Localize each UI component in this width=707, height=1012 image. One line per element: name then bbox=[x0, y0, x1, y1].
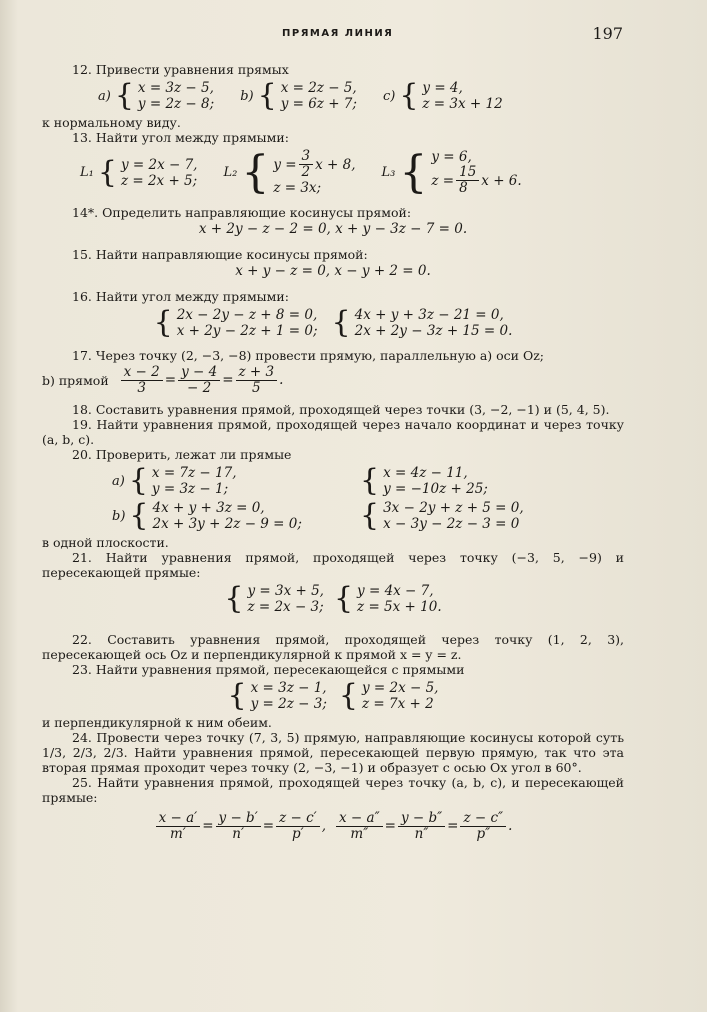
problem-18-text: 18. Составить уравнения прямой, проходящей через точки (3, −2, −1) и (5, 4, 5). bbox=[72, 402, 610, 417]
equation: y = 6z + 7; bbox=[280, 96, 357, 112]
problem-19-text: 19. Найти уравнения прямой, проходящей через начало координат и через точку (a, b, c). bbox=[42, 417, 624, 447]
equation: y = $\frac{3}{2}$ x + 8, bbox=[273, 148, 356, 180]
left-brace-icon: { bbox=[224, 581, 244, 616]
system-label: b) bbox=[112, 508, 126, 524]
system-label: c) bbox=[382, 88, 396, 104]
problem-25-equations bbox=[42, 811, 624, 842]
fraction-equation: $\frac{x - a''}{m''}$ = $\frac{y - b''}{n''}$ = $\frac{z - c''}{p''}$ . bbox=[334, 811, 512, 842]
page-content bbox=[42, 62, 624, 845]
equation: x = 2z − 5, bbox=[280, 80, 357, 96]
fraction: $\frac{15}{8}$ bbox=[456, 165, 479, 196]
problem-25-text: 25. Найти уравнения прямой, проходящей через точку (a, b, c), и пересекающей прямые: bbox=[42, 775, 624, 805]
system-L1 bbox=[80, 154, 198, 190]
problem-22-text: 22. Составить уравнения прямой, проходящей через точку (1, 2, 3), пересекающей ось Oz и перпендикулярной к прямой x = y = z. bbox=[42, 632, 624, 662]
problem-21-systems bbox=[42, 583, 624, 615]
system-20a-1 bbox=[112, 465, 360, 497]
problem-12-intro: 12. Привести уравнения прямых bbox=[72, 62, 289, 77]
problem-20a-systems bbox=[112, 465, 624, 497]
equation: y = 3z − 1; bbox=[151, 481, 229, 497]
problem-15-intro: 15. Найти направляющие косинусы прямой: bbox=[72, 247, 368, 262]
system-21-2 bbox=[334, 583, 442, 615]
system-16-2 bbox=[332, 307, 513, 339]
problem-13-intro: 13. Найти угол между прямыми: bbox=[72, 130, 289, 145]
equation: y = 3x + 5, bbox=[247, 583, 324, 599]
equation: x + 2y − 2z + 1 = 0; bbox=[176, 323, 318, 339]
problem-17-b-label: b) прямой bbox=[42, 373, 109, 388]
system-16-1 bbox=[154, 307, 318, 339]
left-brace-icon: { bbox=[153, 305, 173, 340]
problem-15-equation: x + y − z = 0, x − y + 2 = 0. bbox=[235, 263, 431, 279]
fraction-equation: $\frac{x - 2}{3}$ = $\frac{y - 4}{- 2}$ = $\frac{z + 3}{5}$ . bbox=[119, 365, 284, 396]
equation: x = 4z − 11, bbox=[383, 465, 468, 481]
system-L2 bbox=[223, 146, 356, 198]
fraction: $\frac{y - b''}{n''}$ bbox=[398, 811, 445, 842]
equation: z = 3x; bbox=[273, 180, 322, 196]
equation: z = 3x + 12 bbox=[422, 96, 503, 112]
left-brace-icon: { bbox=[399, 146, 428, 198]
problem-12-outro: к нормальному виду. bbox=[42, 115, 181, 130]
equation: y = 2z − 3; bbox=[250, 696, 327, 712]
system-label: a) bbox=[112, 473, 125, 489]
equation: y = 4, bbox=[422, 80, 463, 96]
left-brace-icon: { bbox=[128, 463, 148, 498]
problem-20b-systems bbox=[112, 500, 624, 532]
equation: 2x + 2y − 3z + 15 = 0. bbox=[354, 323, 513, 339]
problem-14-intro: 14*. Определить направляющие косинусы прямой: bbox=[72, 205, 412, 220]
fraction: $\frac{3}{2}$ bbox=[299, 149, 314, 180]
equation: y = −10z + 25; bbox=[383, 481, 488, 497]
equation: x = 3z − 1, bbox=[250, 680, 327, 696]
system-20b-1 bbox=[112, 500, 360, 532]
system-L3 bbox=[381, 146, 522, 198]
system-20a-2 bbox=[360, 465, 488, 497]
problem-14-equation: x + 2y − z − 2 = 0, x + y − 3z − 7 = 0. bbox=[198, 221, 468, 237]
system-12b bbox=[240, 80, 357, 112]
left-brace-icon: { bbox=[333, 581, 354, 616]
problem-12-systems bbox=[98, 80, 624, 112]
equation: 3x − 2y + z + 5 = 0, bbox=[383, 500, 524, 516]
system-label: L₃ bbox=[381, 165, 396, 180]
equation: z = 2x − 3; bbox=[247, 599, 324, 615]
problem-20-outro: в одной плоскости. bbox=[42, 535, 169, 550]
system-23-2 bbox=[339, 680, 439, 712]
fraction-equation: $\frac{x - a'}{m'}$ = $\frac{y - b'}{n'}$ = $\frac{z - c'}{p'}$ , bbox=[154, 811, 326, 842]
problem-17-b bbox=[42, 365, 624, 396]
system-label: L₁ bbox=[80, 165, 94, 180]
left-brace-icon: { bbox=[241, 146, 270, 198]
left-brace-icon: { bbox=[257, 78, 277, 113]
left-brace-icon: { bbox=[114, 78, 134, 113]
left-brace-icon: { bbox=[227, 678, 247, 713]
left-brace-icon: { bbox=[360, 463, 380, 498]
equation: 4x + y + 3z − 21 = 0, bbox=[354, 307, 504, 323]
page-number: 197 bbox=[592, 24, 623, 43]
equation: y = 2z − 8; bbox=[137, 96, 215, 112]
fraction: $\frac{z - c'}{p'}$ bbox=[276, 811, 320, 842]
fraction: $\frac{x - 2}{3}$ bbox=[121, 365, 163, 396]
left-brace-icon: { bbox=[129, 498, 149, 533]
problem-23-intro: 23. Найти уравнения прямой, пересекающейся с прямыми bbox=[72, 662, 465, 677]
problem-23-outro: и перпендикулярной к ним обеим. bbox=[42, 715, 272, 730]
system-label: a) bbox=[98, 88, 111, 104]
problem-23-systems bbox=[42, 680, 624, 712]
fraction: $\frac{y - b'}{n'}$ bbox=[216, 811, 261, 842]
equation: y = 6, bbox=[431, 149, 472, 165]
fraction: $\frac{z + 3}{5}$ bbox=[236, 365, 278, 396]
equation: z = 7x + 2 bbox=[361, 696, 434, 712]
equation: x = 7z − 17, bbox=[151, 465, 237, 481]
left-brace-icon: { bbox=[360, 498, 380, 533]
equation: x − 3y − 2z − 3 = 0 bbox=[383, 516, 520, 532]
fraction: $\frac{x - a'}{m'}$ bbox=[156, 811, 201, 842]
equation: 2x + 3y + 2z − 9 = 0; bbox=[152, 516, 302, 532]
equation: z = $\frac{15}{8}$ x + 6. bbox=[431, 164, 522, 196]
equation: 2x − 2y − z + 8 = 0, bbox=[176, 307, 318, 323]
left-brace-icon: { bbox=[338, 678, 358, 713]
equation: y = 2x − 5, bbox=[361, 680, 439, 696]
system-12c bbox=[383, 80, 503, 112]
running-title: ПРЯМАЯ ЛИНИЯ bbox=[282, 28, 394, 39]
equation: y = 2x − 7, bbox=[120, 156, 198, 173]
problem-20-intro: 20. Проверить, лежат ли прямые bbox=[72, 447, 292, 462]
problem-13-systems bbox=[80, 146, 624, 198]
system-21-1 bbox=[224, 583, 324, 615]
equation: z = 5x + 10. bbox=[357, 599, 442, 615]
problem-21-text: 21. Найти уравнения прямой, проходящей через точку (−3, 5, −9) и пересекающей прямые: bbox=[42, 550, 624, 580]
left-brace-icon: { bbox=[331, 305, 351, 340]
problem-16-intro: 16. Найти угол между прямыми: bbox=[72, 289, 289, 304]
system-23-1 bbox=[228, 680, 327, 712]
equation: x = 3z − 5, bbox=[137, 80, 214, 96]
page-header bbox=[0, 24, 707, 46]
system-12a bbox=[98, 80, 214, 112]
system-20b-2 bbox=[360, 500, 524, 532]
left-brace-icon: { bbox=[399, 78, 419, 113]
system-label: L₂ bbox=[223, 165, 238, 180]
problem-17-text: 17. Через точку (2, −3, −8) провести прямую, параллельную a) оси Oz; bbox=[72, 348, 544, 363]
equation: y = 4x − 7, bbox=[357, 583, 434, 599]
left-brace-icon: { bbox=[97, 154, 117, 190]
fraction: $\frac{x - a''}{m''}$ bbox=[336, 811, 383, 842]
system-label: b) bbox=[240, 88, 254, 104]
problem-24-text: 24. Провести через точку (7, 3, 5) прямую, направляющие косинусы которой суть 1/3, 2/3, 2/3. Найти уравнения прямой, пересекающей первую прямую, так что эта вторая прямая проходит через точку (2, −3, −1) и образует с осью Ox угол в 60°. bbox=[42, 730, 624, 775]
fraction: $\frac{y - 4}{- 2}$ bbox=[178, 365, 220, 396]
equation: z = 2x + 5; bbox=[120, 172, 198, 189]
fraction: $\frac{z - c''}{p''}$ bbox=[460, 811, 506, 842]
equation: 4x + y + 3z = 0, bbox=[152, 500, 265, 516]
problem-16-systems bbox=[42, 307, 624, 339]
